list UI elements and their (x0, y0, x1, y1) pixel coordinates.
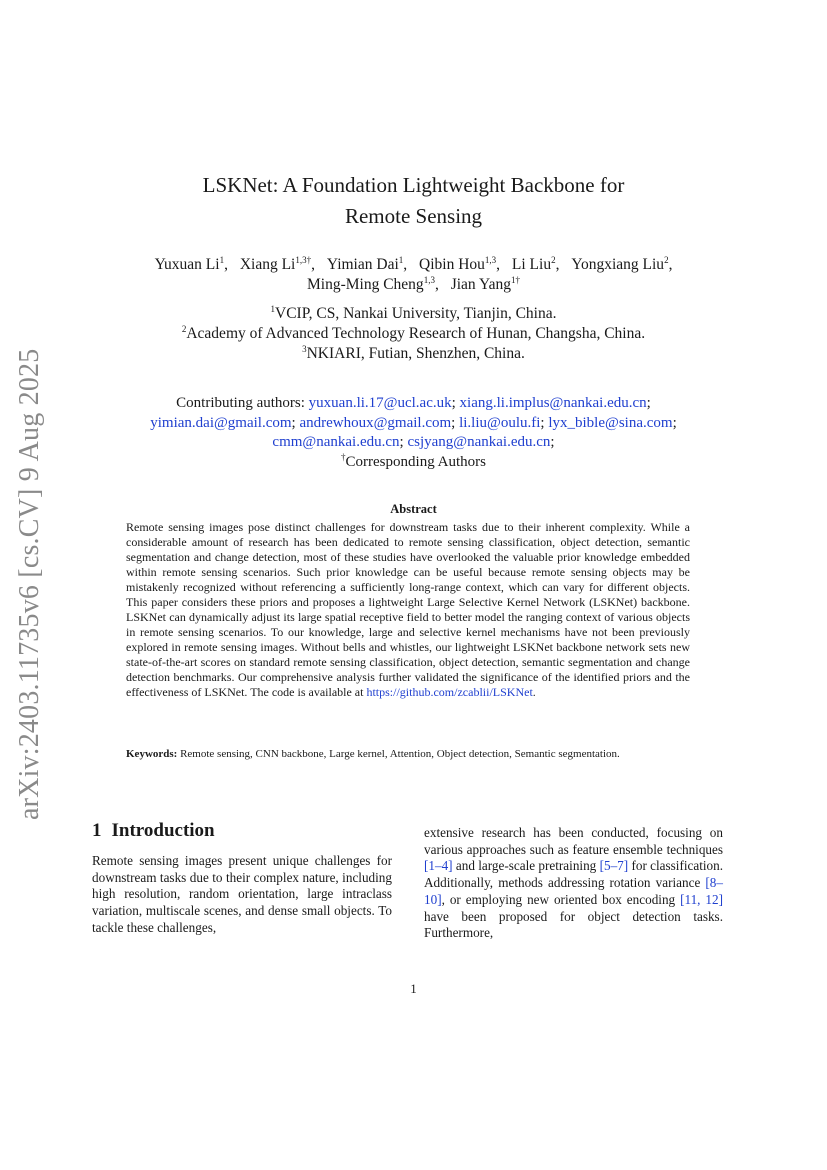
author: Ming-Ming Cheng$^{1,3}$, (307, 275, 439, 293)
intro-left-column: Remote sensing images present unique challenges for downstream tasks due to their complex nature, including high resolution, random orientation, large intraclass variation, multiscale scenes, and dense small objects. To tackle these challenges, (92, 853, 392, 935)
author-line-1 (0, 255, 827, 275)
affiliation-1: $^1$VCIP, CS, Nankai University, Tianjin, China. (270, 304, 557, 322)
intro-right-column: extensive research has been conducted, focusing on various approaches such as feature ensemble techniques [1–4] and large-scale pretraining [5–7] for classification. Additionally, methods addressing rotation variance [8–10], or employing new oriented box encoding [11, 12] have been proposed for object detection tasks. Furthermore, (424, 825, 724, 941)
contrib-line-2: yimian.dai@gmail.com; andrewhoux@gmail.com; li.liu@oulu.fi; lyx_bible@sina.com; (150, 414, 677, 431)
author: Qibin Hou$^{1,3}$, (419, 255, 501, 273)
keywords-label: Keywords: (126, 748, 178, 760)
email-link[interactable]: andrewhoux@gmail.com (299, 414, 452, 431)
abstract-heading: Abstract (390, 502, 437, 516)
contrib-line-1: Contributing authors: yuxuan.li.17@ucl.ac.uk; xiang.li.implus@nankai.edu.cn; (176, 395, 651, 411)
corresponding-note: †Corresponding Authors (341, 451, 486, 470)
citation-link[interactable]: [1–4] (424, 858, 453, 874)
email-link[interactable]: cmm@nankai.edu.cn (272, 434, 400, 450)
author: Yuxuan Li$^1$, (154, 255, 228, 273)
paper-title (0, 170, 827, 232)
page-number: 1 (410, 981, 417, 996)
contrib-line-3: cmm@nankai.edu.cn; csjyang@nankai.edu.cn; (272, 434, 555, 450)
affiliation-2: $^2$Academy of Advanced Technology Research of Hunan, Changsha, China. (181, 324, 646, 342)
citation-link[interactable]: [8–10] (424, 875, 723, 907)
section-heading: 1 Introduction (92, 820, 215, 841)
email-link[interactable]: xiang.li.implus@nankai.edu.cn (459, 395, 647, 411)
email-link[interactable]: yuxuan.li.17@ucl.ac.uk (308, 395, 452, 411)
email-link[interactable]: yimian.dai@gmail.com (150, 414, 292, 431)
author-line-2 (0, 275, 827, 295)
author-list (0, 255, 827, 295)
dagger-mark: † (341, 451, 346, 462)
author: Yimian Dai$^1$, (326, 255, 408, 273)
keywords-text: Remote sensing, CNN backbone, Large kernel, Attention, Object detection, Semantic segmentation. (180, 748, 620, 760)
citation-link[interactable]: 12] (705, 891, 724, 907)
citation-link[interactable]: [11, (680, 891, 701, 907)
author: Jian Yang$^{1\dagger}$ (450, 275, 520, 293)
email-link[interactable]: csjyang@nankai.edu.cn (407, 434, 551, 450)
contrib-label: Contributing authors: (176, 395, 305, 411)
affiliation-3: $^3$NKIARI, Futian, Shenzhen, China. (302, 344, 525, 362)
code-link[interactable]: https://github.com/zcablii/LSKNet (366, 685, 533, 699)
contributing-authors (0, 394, 827, 472)
author: Xiang $Li^{1,3\dagger}$, (239, 255, 315, 273)
title-line-1: LSKNet: A Foundation Lightweight Backbone for (202, 173, 625, 197)
email-link[interactable]: lyx_bible@sina.com (548, 414, 673, 431)
author: Li Liu$^2$, (511, 255, 560, 273)
author: Yongxiang Liu$^2$, (571, 255, 673, 273)
email-link[interactable]: li.liu@oulu.fi (459, 414, 541, 431)
abstract-body: Remote sensing images pose distinct challenges for downstream tasks due to their inherent complexity. While a considerable amount of research has been dedicated to remote sensing classification, object detection, semantic segmentation and change detection, most of these studies have overlooked the valuable prior knowledge embedded within remote sensing scenarios. Such prior knowledge can be useful because remote sensing objects may be mistakenly recognized without referencing a sufficiently long-range context, which can vary for different objects. This paper considers these priors and proposes a lightweight Large Selective Kernel Network (LSKNet) backbone. LSKNet can dynamically adjust its large spatial receptive field to better model the ranging context of various objects in remote sensing scenarios. To our knowledge, large and selective kernel mechanisms have not been previously explored in remote sensing images. Without bells and whistles, our lightweight LSKNet backbone network sets new state-of-the-art scores on standard remote sensing classification, object detection, semantic segmentation and change detection benchmarks. Our comprehensive analysis further validated the significance of the identified priors and the effectiveness of LSKNet. The code is available at https://github.com/zcablii/LSKNet. (126, 520, 690, 699)
affiliations (0, 304, 827, 364)
keywords (126, 748, 690, 762)
title-line-2: Remote Sensing (344, 204, 483, 228)
arxiv-identifier: arXiv:2403.11735v6 [cs.CV] 9 Aug 2025 (14, 348, 45, 820)
citation-link[interactable]: [5–7] (599, 858, 629, 874)
